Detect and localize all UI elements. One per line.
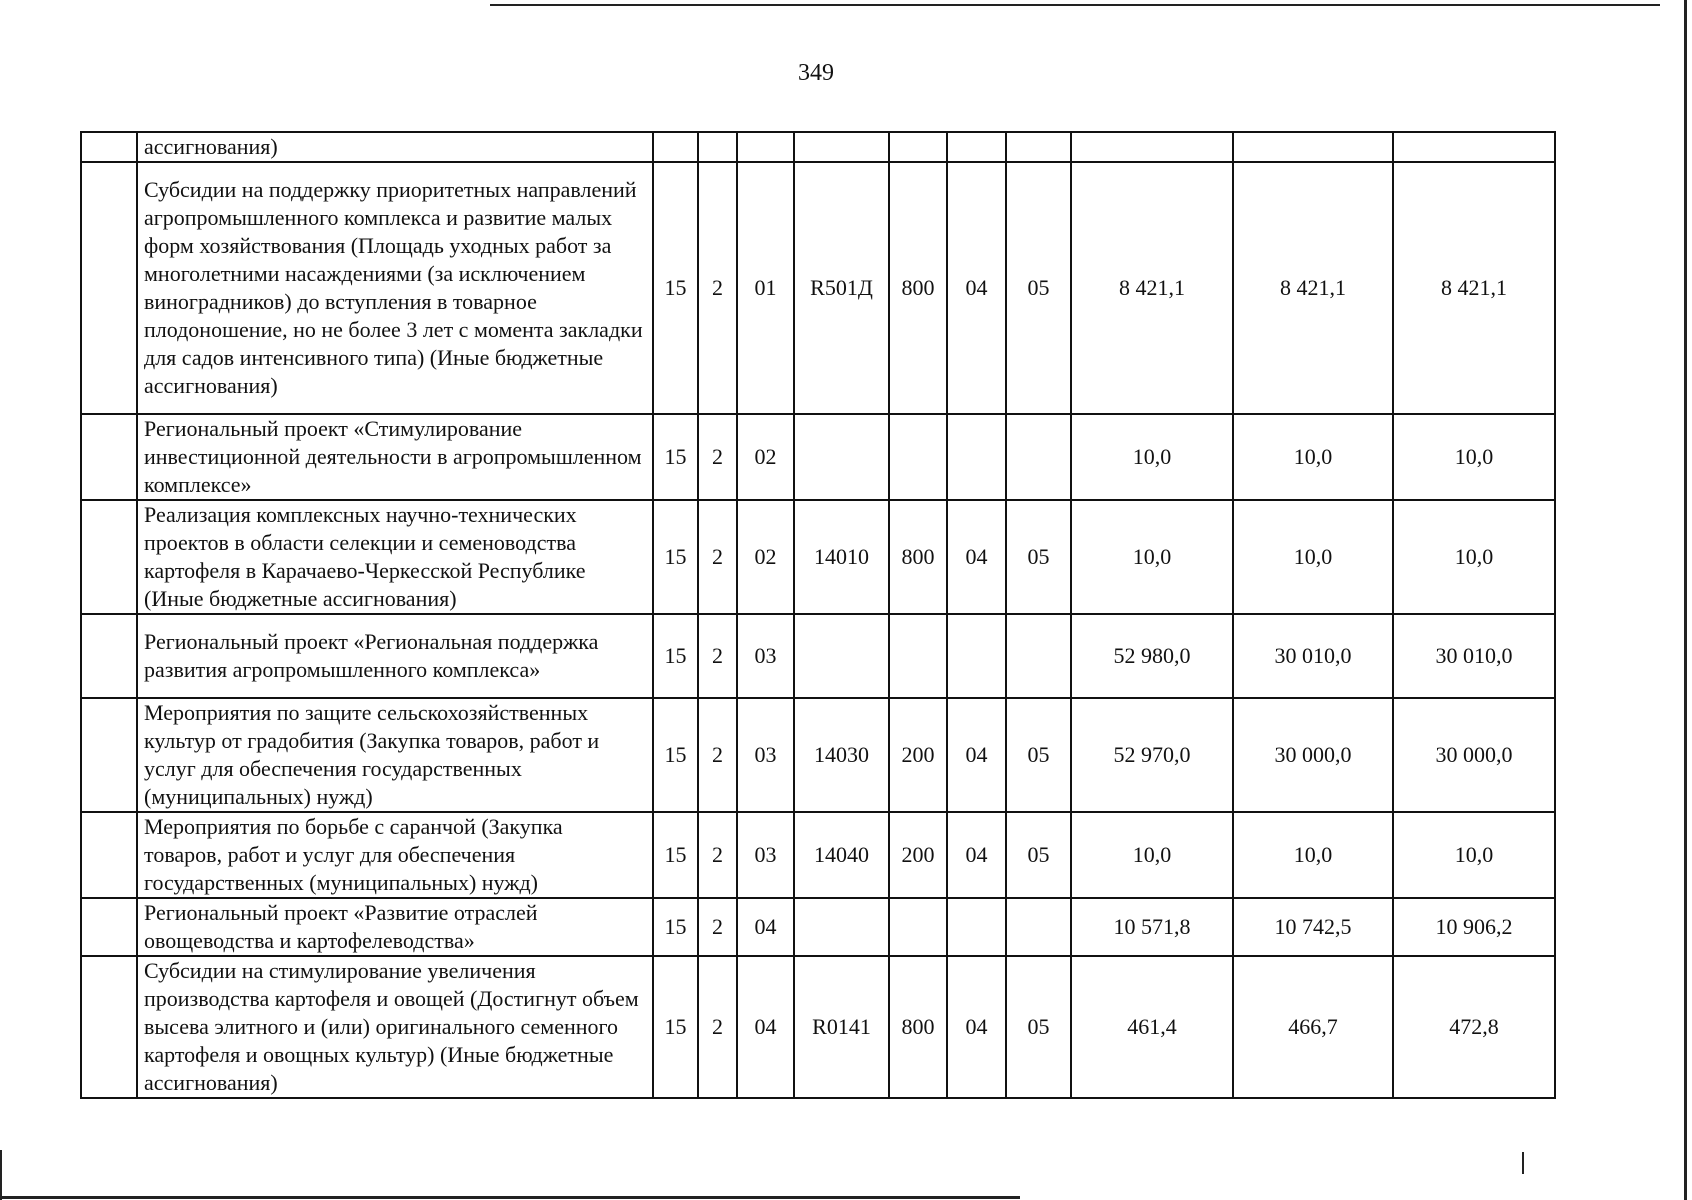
main-activity-code-cell: 02 [737,500,794,614]
section-code-cell: 04 [947,162,1006,414]
year1-amount-cell: 461,4 [1071,956,1233,1098]
year3-amount-cell: 30 010,0 [1393,614,1555,698]
year2-amount-cell: 30 000,0 [1233,698,1393,812]
year3-amount-cell: 10,0 [1393,812,1555,898]
year3-amount-cell [1393,132,1555,162]
main-activity-code-cell: 02 [737,414,794,500]
year1-amount-cell [1071,132,1233,162]
year1-amount-cell: 10,0 [1071,414,1233,500]
row-number-cell [81,698,137,812]
direction-code-cell: 14030 [794,698,889,812]
year1-amount-cell: 10,0 [1071,500,1233,614]
year3-amount-cell: 10,0 [1393,500,1555,614]
year2-amount-cell: 8 421,1 [1233,162,1393,414]
row-number-cell [81,162,137,414]
year1-amount-cell: 10 571,8 [1071,898,1233,956]
row-number-cell [81,500,137,614]
direction-code-cell: R0141 [794,956,889,1098]
program-code-cell: 15 [653,162,698,414]
scan-margin-mark [1522,1152,1524,1174]
expense-name-cell: ассигнования) [137,132,653,162]
table-row [81,698,1555,812]
main-activity-code-cell [737,132,794,162]
subsection-code-cell [1006,614,1071,698]
scan-edge-right [1684,0,1687,1200]
row-number-cell [81,414,137,500]
year2-amount-cell: 10 742,5 [1233,898,1393,956]
year1-amount-cell: 8 421,1 [1071,162,1233,414]
row-number-cell [81,132,137,162]
direction-code-cell [794,414,889,500]
expense-name-cell: Региональный проект «Развитие отраслей овощеводства и картофелеводства» [137,898,653,956]
subsection-code-cell [1006,414,1071,500]
table-row [81,614,1555,698]
main-activity-code-cell: 04 [737,956,794,1098]
scan-edge-left-mark [0,1150,2,1200]
direction-code-cell [794,614,889,698]
table-row [81,956,1555,1098]
year3-amount-cell: 10,0 [1393,414,1555,500]
section-code-cell: 04 [947,698,1006,812]
program-code-cell: 15 [653,614,698,698]
subprogram-code-cell: 2 [698,500,737,614]
subprogram-code-cell: 2 [698,956,737,1098]
main-activity-code-cell: 03 [737,614,794,698]
expense-name-cell: Региональный проект «Стимулирование инвестиционной деятельности в агропромышленном комплексе» [137,414,653,500]
subsection-code-cell [1006,132,1071,162]
program-code-cell: 15 [653,414,698,500]
scan-edge-bottom [0,1196,1020,1199]
section-code-cell: 04 [947,500,1006,614]
section-code-cell [947,614,1006,698]
program-code-cell: 15 [653,812,698,898]
main-activity-code-cell: 03 [737,698,794,812]
table-row [81,500,1555,614]
subsection-code-cell [1006,898,1071,956]
main-activity-code-cell: 01 [737,162,794,414]
main-activity-code-cell: 03 [737,812,794,898]
direction-code-cell [794,898,889,956]
expense-name-cell: Мероприятия по защите сельскохозяйственных культур от градобития (Закупка товаров, работ и услуг для обеспечения государственных (муниципальных) нужд) [137,698,653,812]
expense-name-cell: Субсидии на поддержку приоритетных направлений агропромышленного комплекса и развитие малых форм хозяйствования (Площадь уходных работ за многолетними насаждениями (за исключением виноградников) до вступления в товарное плодоношение, но не более 3 лет с момента закладки для садов интенсивного типа) (Иные бюджетные ассигнования) [137,162,653,414]
table-row [81,812,1555,898]
section-code-cell: 04 [947,956,1006,1098]
direction-code-cell: R501Д [794,162,889,414]
expense-type-cell: 800 [889,500,947,614]
year1-amount-cell: 52 980,0 [1071,614,1233,698]
year2-amount-cell: 30 010,0 [1233,614,1393,698]
program-code-cell: 15 [653,698,698,812]
expense-name-cell: Реализация комплексных научно-технических проектов в области селекции и семеноводства картофеля в Карачаево-Черкесской Республике (Иные бюджетные ассигнования) [137,500,653,614]
direction-code-cell: 14040 [794,812,889,898]
direction-code-cell: 14010 [794,500,889,614]
year1-amount-cell: 52 970,0 [1071,698,1233,812]
subsection-code-cell: 05 [1006,698,1071,812]
expense-type-cell: 200 [889,698,947,812]
main-activity-code-cell: 04 [737,898,794,956]
year3-amount-cell: 30 000,0 [1393,698,1555,812]
program-code-cell: 15 [653,956,698,1098]
expense-name-cell: Субсидии на стимулирование увеличения производства картофеля и овощей (Достигнут объем высева элитного и (или) оригинального семенного картофеля и овощных культур) (Иные бюджетные ассигнования) [137,956,653,1098]
section-code-cell [947,132,1006,162]
subprogram-code-cell [698,132,737,162]
expense-type-cell: 200 [889,812,947,898]
direction-code-cell [794,132,889,162]
budget-table [80,131,1556,1099]
subprogram-code-cell: 2 [698,162,737,414]
expense-name-cell: Мероприятия по борьбе с саранчой (Закупка товаров, работ и услуг для обеспечения государственных (муниципальных) нужд) [137,812,653,898]
table-row [81,898,1555,956]
expense-type-cell: 800 [889,956,947,1098]
expense-type-cell [889,898,947,956]
row-number-cell [81,614,137,698]
subprogram-code-cell: 2 [698,414,737,500]
table-row [81,162,1555,414]
table-row [81,132,1555,162]
year3-amount-cell: 10 906,2 [1393,898,1555,956]
year2-amount-cell: 10,0 [1233,500,1393,614]
subsection-code-cell: 05 [1006,500,1071,614]
year3-amount-cell: 472,8 [1393,956,1555,1098]
section-code-cell [947,898,1006,956]
section-code-cell [947,414,1006,500]
subsection-code-cell: 05 [1006,956,1071,1098]
row-number-cell [81,956,137,1098]
expense-type-cell: 800 [889,162,947,414]
program-code-cell [653,132,698,162]
subprogram-code-cell: 2 [698,812,737,898]
row-number-cell [81,898,137,956]
subsection-code-cell: 05 [1006,162,1071,414]
expense-name-cell: Региональный проект «Региональная поддержка развития агропромышленного комплекса» [137,614,653,698]
section-code-cell: 04 [947,812,1006,898]
year3-amount-cell: 8 421,1 [1393,162,1555,414]
subprogram-code-cell: 2 [698,614,737,698]
year2-amount-cell: 10,0 [1233,414,1393,500]
row-number-cell [81,812,137,898]
year2-amount-cell: 10,0 [1233,812,1393,898]
program-code-cell: 15 [653,898,698,956]
year1-amount-cell: 10,0 [1071,812,1233,898]
scan-edge-top [490,4,1660,6]
table-row [81,414,1555,500]
year2-amount-cell: 466,7 [1233,956,1393,1098]
subprogram-code-cell: 2 [698,698,737,812]
year2-amount-cell [1233,132,1393,162]
expense-type-cell [889,414,947,500]
page-number: 349 [798,60,834,86]
expense-type-cell [889,614,947,698]
subprogram-code-cell: 2 [698,898,737,956]
subsection-code-cell: 05 [1006,812,1071,898]
program-code-cell: 15 [653,500,698,614]
expense-type-cell [889,132,947,162]
